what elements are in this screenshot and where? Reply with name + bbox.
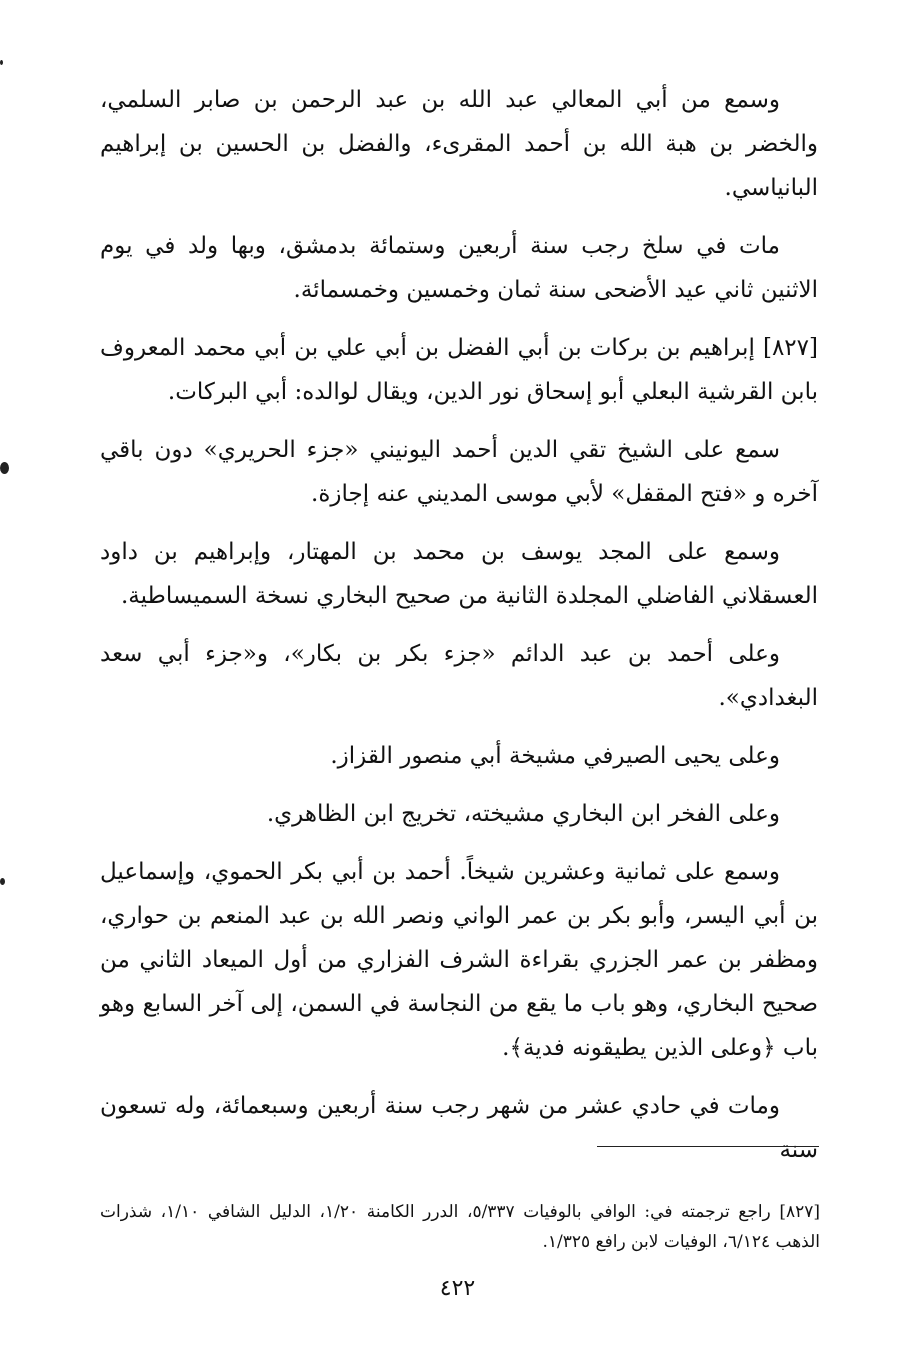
paragraph: وسمع من أبي المعالي عبد الله بن عبد الرحمن بن صابر السلمي، والخضر بن هبة الله بن أحمد المقرىء، والفضل بن الحسين بن إبراهيم البانياسي. bbox=[100, 87, 818, 201]
paragraph: وعلى أحمد بن عبد الدائم «جزء بكر بن بكار»، و«جزء أبي سعد البغدادي». bbox=[100, 641, 818, 711]
footnote: [٨٢٧] راجع ترجمته في: الوافي بالوفيات ٥/٣٣٧، الدرر الكامنة ١/٢٠، الدليل الشافي ١/١٠، شذرات الذهب ٦/١٢٤، الوفيات لابن رافع ١/٣٢٥. bbox=[100, 1202, 821, 1252]
paragraph: سمع على الشيخ تقي الدين أحمد اليونيني «جزء الحريري» دون باقي آخره و «فتح المقفل» لأبي موسى المديني عنه إجازة. bbox=[100, 437, 818, 507]
biography-entry-heading: [٨٢٧] إبراهيم بن بركات بن أبي الفضل بن أبي علي بن أبي محمد المعروف بابن القرشية البعلي أبو إسحاق نور الدين، ويقال لوالده: أبي البركات. bbox=[100, 335, 818, 405]
scan-speck bbox=[0, 462, 9, 474]
paragraph: ومات في حادي عشر من شهر رجب سنة أربعين وسبعمائة، وله تسعون سنة bbox=[100, 1093, 818, 1163]
main-text bbox=[100, 78, 818, 1172]
paragraph: مات في سلخ رجب سنة أربعين وستمائة بدمشق، وبها ولد في يوم الاثنين ثاني عيد الأضحى سنة ثمان وخمسين وخمسمائة. bbox=[100, 233, 818, 303]
paragraph: وعلى يحيى الصيرفي مشيخة أبي منصور القزاز. bbox=[330, 743, 780, 769]
scan-speck bbox=[0, 60, 3, 65]
page-number: ٤٢٢ bbox=[439, 1276, 476, 1301]
paragraph: وسمع على ثمانية وعشرين شيخاً. أحمد بن أبي بكر الحموي، وإسماعيل بن أبي اليسر، وأبو بكر بن عمر الواني ونصر الله بن عبد المنعم بن حواري، ومظفر بن عمر الجزري بقراءة الشرف الفزاري من أول الميعاد الثاني من صحيح البخاري، وهو باب ما يقع من النجاسة في السمن، إلى آخر السابع وهو باب ﴿وعلى الذين يطيقونه فدية﴾. bbox=[100, 859, 818, 1061]
scan-speck bbox=[0, 878, 5, 885]
footnote-divider bbox=[597, 1146, 819, 1147]
paragraph: وعلى الفخر ابن البخاري مشيخته، تخريج ابن الظاهري. bbox=[266, 801, 780, 827]
paragraph: وسمع على المجد يوسف بن محمد بن المهتار، وإبراهيم بن داود العسقلاني الفاضلي المجلدة الثانية من صحيح البخاري نسخة السميساطية. bbox=[100, 539, 818, 609]
